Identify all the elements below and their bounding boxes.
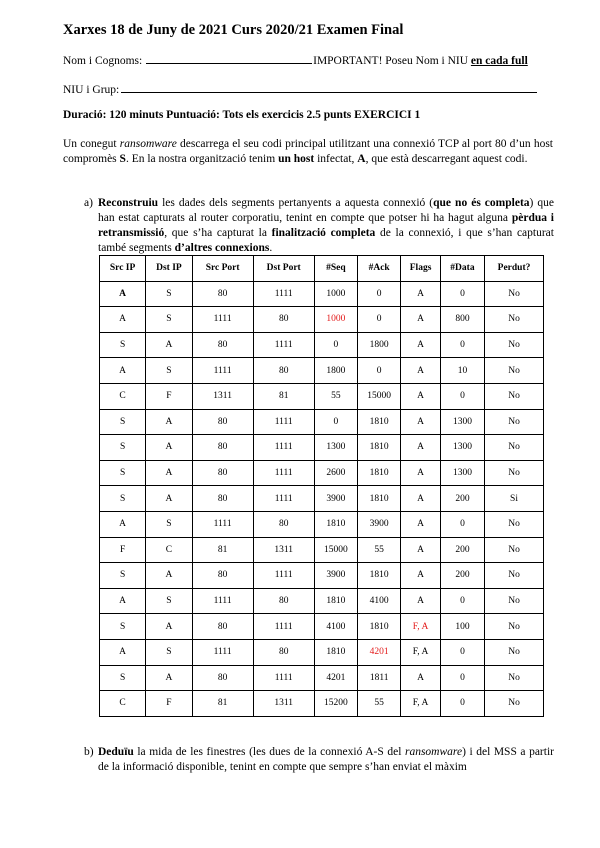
- table-cell: A: [401, 409, 441, 435]
- table-cell: 15000: [314, 537, 357, 563]
- table-cell: S: [146, 588, 193, 614]
- table-cell: 4201: [358, 639, 401, 665]
- table-row: [100, 511, 544, 537]
- table-row: [100, 563, 544, 589]
- table-cell: 80: [192, 665, 253, 691]
- table-cell: 81: [192, 537, 253, 563]
- table-row: [100, 332, 544, 358]
- table-cell: 1300: [314, 435, 357, 461]
- table-cell: A: [401, 511, 441, 537]
- table-cell: 0: [314, 409, 357, 435]
- table-cell: 1810: [358, 614, 401, 640]
- table-cell: No: [485, 383, 544, 409]
- niu-line: [63, 82, 537, 96]
- table-cell: S: [100, 665, 146, 691]
- exam-title: Xarxes 18 de Juny de 2021 Curs 2020/21 Examen Final: [63, 22, 404, 38]
- important-note: IMPORTANT! Poseu Nom i NIU: [313, 55, 471, 67]
- column-header: #Ack: [358, 256, 401, 282]
- table-cell: F, A: [401, 639, 441, 665]
- table-cell: 1811: [358, 665, 401, 691]
- table-cell: 10: [440, 358, 484, 384]
- table-cell: No: [485, 563, 544, 589]
- table-cell: 80: [253, 358, 314, 384]
- column-header: Src Port: [192, 256, 253, 282]
- table-cell: 200: [440, 486, 484, 512]
- table-cell: 80: [253, 511, 314, 537]
- table-cell: No: [485, 537, 544, 563]
- table-cell: 1111: [192, 307, 253, 333]
- column-header: Perdut?: [485, 256, 544, 282]
- table-cell: S: [100, 332, 146, 358]
- table-cell: Si: [485, 486, 544, 512]
- table-cell: F: [146, 691, 193, 717]
- question-a-label: a): [84, 197, 93, 209]
- table-cell: A: [100, 588, 146, 614]
- important-emphasis: en cada full: [470, 55, 528, 67]
- table-cell: S: [146, 639, 193, 665]
- table-cell: No: [485, 460, 544, 486]
- name-input-line[interactable]: [146, 53, 312, 64]
- table-row: [100, 691, 544, 717]
- table-cell: 1111: [253, 665, 314, 691]
- table-cell: No: [485, 588, 544, 614]
- table-cell: No: [485, 511, 544, 537]
- table-cell: 1111: [192, 639, 253, 665]
- column-header: Flags: [401, 256, 441, 282]
- table-cell: 15000: [358, 383, 401, 409]
- table-cell: 1311: [192, 383, 253, 409]
- table-cell: 1810: [358, 435, 401, 461]
- table-cell: No: [485, 639, 544, 665]
- table-cell: A: [146, 332, 193, 358]
- table-cell: No: [485, 409, 544, 435]
- table-cell: A: [401, 588, 441, 614]
- table-cell: 0: [440, 588, 484, 614]
- table-cell: 1300: [440, 460, 484, 486]
- question-a: [84, 196, 554, 256]
- table-cell: S: [146, 358, 193, 384]
- name-line: [63, 53, 528, 67]
- table-cell: 1111: [253, 332, 314, 358]
- table-cell: 4100: [314, 614, 357, 640]
- table-cell: 80: [192, 281, 253, 307]
- niu-label: NIU i Grup:: [63, 84, 120, 96]
- exam-header: Duració: 120 minuts Puntuació: Tots els exercicis 2.5 punts EXERCICI 1: [63, 109, 421, 121]
- table-header-row: [100, 256, 544, 282]
- table-row: [100, 358, 544, 384]
- table-cell: No: [485, 307, 544, 333]
- table-cell: 1111: [253, 460, 314, 486]
- table-cell: 1800: [314, 358, 357, 384]
- table-cell: 15200: [314, 691, 357, 717]
- table-cell: F, A: [401, 614, 441, 640]
- column-header: #Data: [440, 256, 484, 282]
- table-cell: No: [485, 435, 544, 461]
- table-cell: 1300: [440, 435, 484, 461]
- table-cell: A: [146, 614, 193, 640]
- table-cell: 0: [440, 665, 484, 691]
- table-cell: A: [146, 665, 193, 691]
- intro-paragraph: Un conegut ransomware descarrega el seu codi principal utilitzant una connexió TCP al port 80 d’un host compromès S. En la nostra organització tenim un host infectat, A, que està descarregant aquest codi.: [63, 138, 553, 165]
- table-cell: S: [100, 486, 146, 512]
- table-cell: A: [146, 409, 193, 435]
- table-cell: 80: [192, 332, 253, 358]
- table-cell: C: [100, 691, 146, 717]
- table-cell: 1111: [192, 358, 253, 384]
- niu-input-line[interactable]: [121, 82, 537, 93]
- table-cell: 0: [358, 307, 401, 333]
- table-cell: 1111: [253, 563, 314, 589]
- table-cell: A: [100, 281, 146, 307]
- table-row: [100, 307, 544, 333]
- table-cell: No: [485, 614, 544, 640]
- table-cell: S: [100, 435, 146, 461]
- table-cell: 1810: [314, 639, 357, 665]
- table-cell: 0: [440, 511, 484, 537]
- table-cell: A: [401, 281, 441, 307]
- table-cell: A: [146, 486, 193, 512]
- table-cell: 80: [192, 409, 253, 435]
- table-cell: 100: [440, 614, 484, 640]
- table-cell: No: [485, 332, 544, 358]
- table-row: [100, 537, 544, 563]
- table-row: [100, 281, 544, 307]
- table-cell: A: [401, 307, 441, 333]
- table-cell: 1810: [358, 563, 401, 589]
- table-cell: 1810: [358, 409, 401, 435]
- table-row: [100, 383, 544, 409]
- question-a-text: Reconstruiu les dades dels segments pertanyents a aquesta connexió (que no és completa) que han estat capturats al router corporatiu, tenint en compte que potser hi ha hagut alguna pèrdua i retransmissió, que s’ha capturat la finalització completa de la connexió, i que s’han capturat també segments d’altres connexions.: [98, 197, 554, 254]
- table-cell: A: [100, 639, 146, 665]
- table-cell: 1810: [358, 486, 401, 512]
- table-cell: 1111: [192, 511, 253, 537]
- table-cell: 81: [253, 383, 314, 409]
- table-cell: A: [401, 332, 441, 358]
- column-header: #Seq: [314, 256, 357, 282]
- table-cell: 0: [358, 281, 401, 307]
- segments-table: [99, 255, 544, 717]
- table-row: [100, 639, 544, 665]
- table-cell: S: [100, 409, 146, 435]
- name-label: Nom i Cognoms:: [63, 55, 143, 67]
- table-cell: 1111: [253, 281, 314, 307]
- table-cell: 200: [440, 563, 484, 589]
- table-cell: A: [401, 537, 441, 563]
- question-b-text: Deduïu la mida de les finestres (les dues de la connexió A-S del ransomware) i del MSS a partir de la informació disponible, tenint en compte que sempre s’han enviat el màxim: [98, 746, 554, 773]
- table-cell: 1810: [358, 460, 401, 486]
- table-cell: 1800: [358, 332, 401, 358]
- table-cell: 200: [440, 537, 484, 563]
- question-b: [84, 745, 554, 775]
- table-cell: F: [100, 537, 146, 563]
- table-cell: A: [401, 460, 441, 486]
- table-cell: 1111: [253, 409, 314, 435]
- table-cell: A: [401, 486, 441, 512]
- table-cell: 1000: [314, 281, 357, 307]
- table-row: [100, 435, 544, 461]
- table-cell: S: [100, 563, 146, 589]
- table-cell: 800: [440, 307, 484, 333]
- table-cell: 0: [440, 383, 484, 409]
- table-cell: 80: [192, 460, 253, 486]
- table-cell: A: [401, 383, 441, 409]
- table-cell: No: [485, 665, 544, 691]
- table-cell: 80: [253, 307, 314, 333]
- table-cell: 80: [192, 614, 253, 640]
- table-cell: 2600: [314, 460, 357, 486]
- table-cell: No: [485, 691, 544, 717]
- table-cell: 55: [314, 383, 357, 409]
- table-cell: 1810: [314, 588, 357, 614]
- table-cell: A: [146, 563, 193, 589]
- table-cell: 80: [253, 639, 314, 665]
- table-cell: 81: [192, 691, 253, 717]
- table-cell: A: [401, 665, 441, 691]
- table-cell: 55: [358, 537, 401, 563]
- table-cell: 80: [192, 486, 253, 512]
- table-cell: A: [401, 563, 441, 589]
- table-cell: A: [146, 435, 193, 461]
- column-header: Dst IP: [146, 256, 193, 282]
- table-cell: No: [485, 358, 544, 384]
- table-cell: 1111: [253, 614, 314, 640]
- table-row: [100, 614, 544, 640]
- table-cell: 3900: [314, 486, 357, 512]
- table-cell: S: [146, 511, 193, 537]
- table-cell: A: [100, 358, 146, 384]
- table-cell: S: [146, 307, 193, 333]
- table-cell: 1111: [253, 486, 314, 512]
- table-cell: 0: [440, 281, 484, 307]
- table-cell: S: [100, 460, 146, 486]
- table-cell: 0: [440, 691, 484, 717]
- question-b-label: b): [84, 746, 94, 758]
- table-cell: 55: [358, 691, 401, 717]
- table-cell: 3900: [358, 511, 401, 537]
- table-cell: C: [146, 537, 193, 563]
- table-cell: No: [485, 281, 544, 307]
- table-cell: A: [100, 511, 146, 537]
- table-cell: 80: [253, 588, 314, 614]
- table-cell: 1810: [314, 511, 357, 537]
- table-cell: 1000: [314, 307, 357, 333]
- table-cell: A: [401, 435, 441, 461]
- table-cell: 1300: [440, 409, 484, 435]
- table-cell: 1111: [192, 588, 253, 614]
- table-row: [100, 588, 544, 614]
- table-cell: S: [146, 281, 193, 307]
- table-cell: A: [100, 307, 146, 333]
- table-cell: 4100: [358, 588, 401, 614]
- table-cell: C: [100, 383, 146, 409]
- table-cell: A: [401, 358, 441, 384]
- column-header: Dst Port: [253, 256, 314, 282]
- table-cell: 80: [192, 435, 253, 461]
- table-cell: 1311: [253, 691, 314, 717]
- table-row: [100, 409, 544, 435]
- column-header: Src IP: [100, 256, 146, 282]
- table-cell: 1311: [253, 537, 314, 563]
- table-cell: 0: [358, 358, 401, 384]
- table-cell: S: [100, 614, 146, 640]
- table-cell: 0: [440, 639, 484, 665]
- table-cell: A: [146, 460, 193, 486]
- table-cell: 3900: [314, 563, 357, 589]
- table-row: [100, 460, 544, 486]
- table-row: [100, 665, 544, 691]
- table-cell: F: [146, 383, 193, 409]
- table-cell: 80: [192, 563, 253, 589]
- table-row: [100, 486, 544, 512]
- table-cell: 0: [440, 332, 484, 358]
- table-cell: 1111: [253, 435, 314, 461]
- table-cell: 0: [314, 332, 357, 358]
- table-cell: 4201: [314, 665, 357, 691]
- table-cell: F, A: [401, 691, 441, 717]
